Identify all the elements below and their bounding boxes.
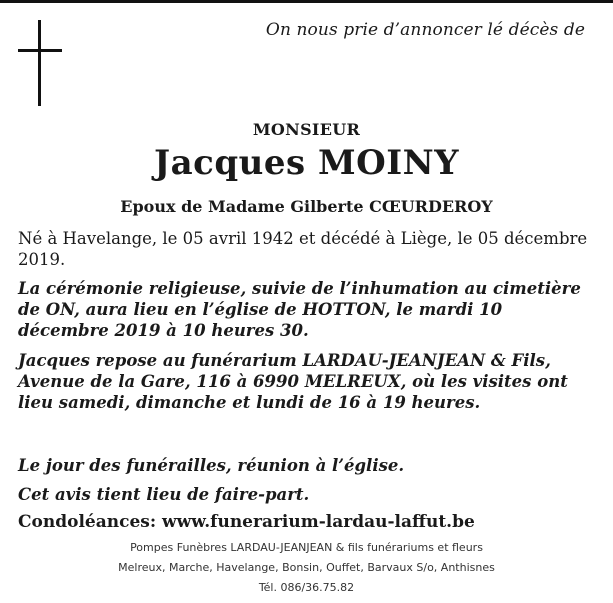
footer-locations: Melreux, Marche, Havelange, Bonsin, Ouffet, Barvaux S/o, Anthisnes — [118, 561, 495, 574]
ceremony-text: La cérémonie religieuse, suivie de l’inhumation au cimetière de ON, aura lieu en l’église de HOTTON, le mardi 10 décembre 2019 à 10 heures 30. — [18, 279, 581, 340]
cross-vertical-bar — [38, 20, 41, 106]
condolences-link[interactable]: Condoléances: www.funerarium-lardau-laffut.be — [18, 512, 475, 532]
top-border-line — [0, 0, 613, 3]
cross-icon — [18, 20, 62, 106]
footer-phone: Tél. 086/36.75.82 — [258, 581, 355, 594]
birth-death-text: Né à Havelange, le 05 avril 1942 et décédé à Liège, le 05 décembre 2019. — [18, 229, 588, 269]
cross-horizontal-bar — [18, 49, 62, 52]
deceased-name: Jacques MOINY — [154, 143, 459, 183]
faire-part-text: Cet avis tient lieu de faire-part. — [18, 485, 310, 504]
announcement-intro: On nous prie d’annoncer lé décès de — [265, 20, 585, 40]
footer-company: Pompes Funèbres LARDAU-JEANJEAN & fils funérariums et fleurs — [130, 541, 483, 554]
visitation-text: Jacques repose au funérarium LARDAU-JEANJEAN & Fils, Avenue de la Gare, 116 à 6990 MELREUX, où les visites ont lieu samedi, dimanche et lundi de 16 à 19 heures. — [18, 351, 568, 412]
spouse-line: Epoux de Madame Gilberte CŒURDEROY — [120, 197, 493, 216]
reunion-text: Le jour des funérailles, réunion à l’église. — [18, 456, 405, 475]
deceased-title: MONSIEUR — [252, 120, 361, 139]
